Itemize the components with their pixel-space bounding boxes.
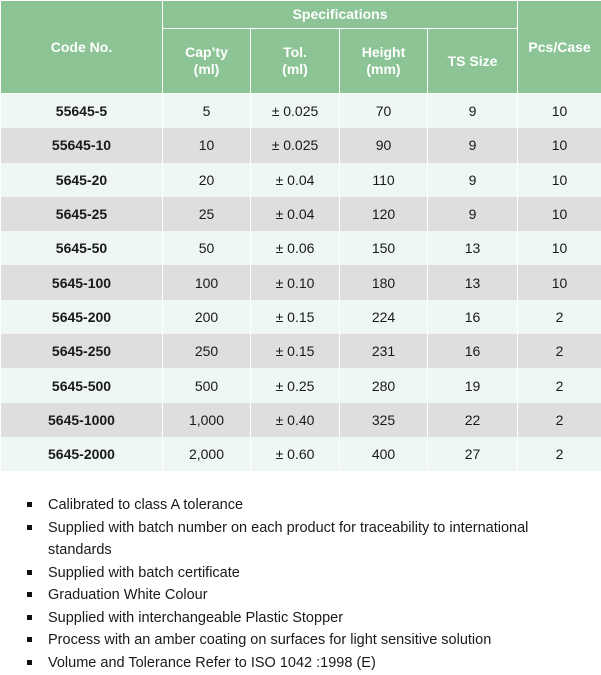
cell-tolerance: ± 0.10 <box>251 265 340 299</box>
cell-code-no: 55645-10 <box>1 128 163 162</box>
cell-pcs-case: 2 <box>518 403 601 437</box>
cell-ts-size: 9 <box>428 197 518 231</box>
feature-text: Supplied with batch number on each product for traceability to international standards <box>48 519 529 558</box>
table-row <box>1 437 601 471</box>
cell-capacity: 5 <box>163 94 251 129</box>
cell-code-no: 5645-200 <box>1 300 163 334</box>
cell-tolerance: ± 0.025 <box>251 94 340 129</box>
cell-height: 231 <box>340 334 428 368</box>
square-bullet-icon <box>27 660 32 665</box>
cell-height: 110 <box>340 163 428 197</box>
cell-pcs-case: 10 <box>518 94 601 129</box>
cell-capacity: 20 <box>163 163 251 197</box>
feature-text: Supplied with interchangeable Plastic Stopper <box>48 609 344 626</box>
feature-text: Graduation White Colour <box>48 587 208 603</box>
feature-item <box>0 517 601 562</box>
cell-capacity: 1,000 <box>163 403 251 437</box>
cell-height: 90 <box>340 128 428 162</box>
cell-capacity: 10 <box>163 128 251 162</box>
feature-item <box>0 584 601 607</box>
cell-pcs-case: 10 <box>518 265 601 299</box>
cell-tolerance: ± 0.40 <box>251 403 340 437</box>
table-row <box>1 128 601 162</box>
cell-height: 400 <box>340 437 428 471</box>
cell-pcs-case: 2 <box>518 300 601 334</box>
cell-pcs-case: 10 <box>518 128 601 162</box>
header-tolerance <box>251 29 340 94</box>
feature-text: Volume and Tolerance Refer to ISO 1042 :1998 (E) <box>48 654 376 671</box>
cell-tolerance: ± 0.15 <box>251 300 340 334</box>
header-tolerance-unit: (ml) <box>282 61 308 77</box>
table-row <box>1 334 601 368</box>
cell-tolerance: ± 0.025 <box>251 128 340 162</box>
table-row <box>1 403 601 437</box>
cell-capacity: 25 <box>163 197 251 231</box>
cell-height: 224 <box>340 300 428 334</box>
cell-code-no: 5645-250 <box>1 334 163 368</box>
cell-code-no: 55645-5 <box>1 94 163 129</box>
cell-tolerance: ± 0.04 <box>251 197 340 231</box>
cell-code-no: 5645-1000 <box>1 403 163 437</box>
cell-height: 150 <box>340 231 428 265</box>
cell-tolerance: ± 0.60 <box>251 437 340 471</box>
square-bullet-icon <box>27 570 32 575</box>
cell-ts-size: 13 <box>428 231 518 265</box>
cell-height: 70 <box>340 94 428 129</box>
cell-height: 325 <box>340 403 428 437</box>
table-row <box>1 197 601 231</box>
cell-ts-size: 16 <box>428 334 518 368</box>
square-bullet-icon <box>27 637 32 642</box>
table-row <box>1 265 601 299</box>
cell-pcs-case: 10 <box>518 231 601 265</box>
cell-pcs-case: 2 <box>518 334 601 368</box>
header-height <box>340 29 428 94</box>
cell-tolerance: ± 0.15 <box>251 334 340 368</box>
features-list <box>0 494 601 674</box>
header-height-unit: (mm) <box>366 61 401 77</box>
cell-tolerance: ± 0.04 <box>251 163 340 197</box>
cell-ts-size: 22 <box>428 403 518 437</box>
cell-code-no: 5645-50 <box>1 231 163 265</box>
feature-item <box>0 562 601 585</box>
cell-ts-size: 9 <box>428 94 518 129</box>
cell-capacity: 50 <box>163 231 251 265</box>
square-bullet-icon <box>27 502 32 507</box>
header-code-no: Code No. <box>1 1 163 94</box>
cell-ts-size: 13 <box>428 265 518 299</box>
cell-ts-size: 9 <box>428 163 518 197</box>
feature-text: Supplied with batch certificate <box>48 564 240 581</box>
cell-capacity: 100 <box>163 265 251 299</box>
square-bullet-icon <box>27 592 32 597</box>
cell-pcs-case: 2 <box>518 437 601 471</box>
square-bullet-icon <box>27 615 32 620</box>
cell-ts-size: 9 <box>428 128 518 162</box>
cell-ts-size: 16 <box>428 300 518 334</box>
table-body <box>1 94 601 472</box>
cell-tolerance: ± 0.06 <box>251 231 340 265</box>
feature-item <box>0 629 601 652</box>
feature-text: Calibrated to class A tolerance <box>48 497 244 513</box>
cell-height: 180 <box>340 265 428 299</box>
cell-pcs-case: 10 <box>518 197 601 231</box>
cell-capacity: 200 <box>163 300 251 334</box>
cell-ts-size: 19 <box>428 368 518 402</box>
header-ts-size: TS Size <box>428 29 518 94</box>
cell-code-no: 5645-500 <box>1 368 163 402</box>
cell-pcs-case: 2 <box>518 368 601 402</box>
header-specifications: Specifications <box>163 1 518 29</box>
cell-ts-size: 27 <box>428 437 518 471</box>
cell-code-no: 5645-2000 <box>1 437 163 471</box>
table-row <box>1 94 601 129</box>
header-capacity-label: Cap’ty <box>185 44 228 60</box>
header-pcs-case: Pcs/Case <box>518 1 601 94</box>
table-row <box>1 368 601 402</box>
feature-item <box>0 494 601 517</box>
cell-height: 280 <box>340 368 428 402</box>
header-capacity-unit: (ml) <box>193 61 220 77</box>
cell-height: 120 <box>340 197 428 231</box>
table-row <box>1 300 601 334</box>
cell-pcs-case: 10 <box>518 163 601 197</box>
cell-tolerance: ± 0.25 <box>251 368 340 402</box>
feature-item <box>0 607 601 630</box>
cell-code-no: 5645-20 <box>1 163 163 197</box>
cell-capacity: 2,000 <box>163 437 251 471</box>
cell-capacity: 500 <box>163 368 251 402</box>
cell-code-no: 5645-25 <box>1 197 163 231</box>
cell-code-no: 5645-100 <box>1 265 163 299</box>
feature-item <box>0 652 601 675</box>
table-row <box>1 231 601 265</box>
header-height-label: Height <box>361 44 406 60</box>
square-bullet-icon <box>27 525 32 530</box>
table-row <box>1 163 601 197</box>
header-capacity <box>163 29 251 94</box>
cell-capacity: 250 <box>163 334 251 368</box>
feature-text: Process with an amber coating on surfaces for light sensitive solution <box>48 632 492 648</box>
header-tolerance-label: Tol. <box>283 44 307 60</box>
